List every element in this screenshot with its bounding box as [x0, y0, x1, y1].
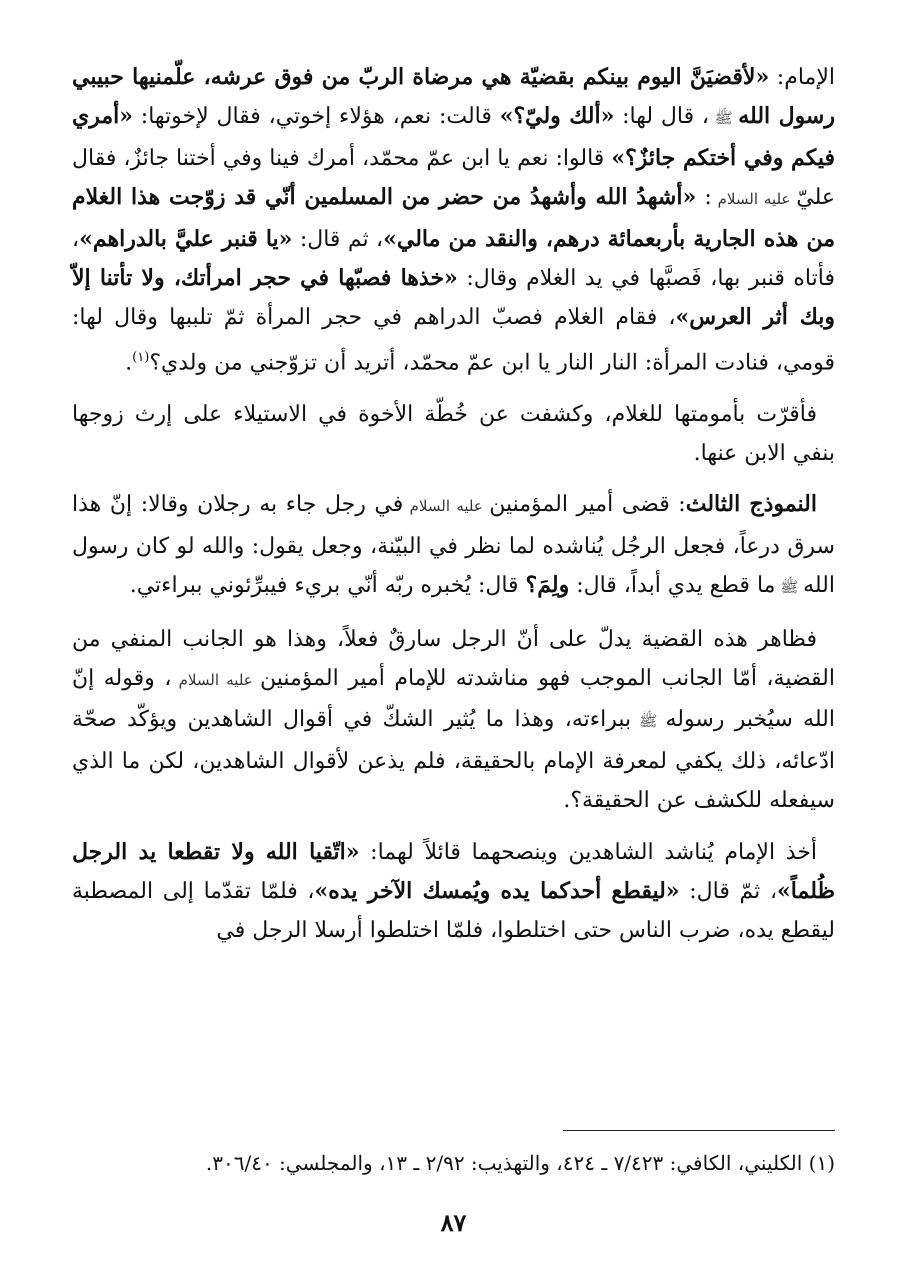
- footnote: (١) الكليني، الكافي: ٧/٤٢٣ ـ ٤٢٤، والتهذيب: ٢/٩٢ ـ ١٣، والمجلسي: ٣٠٦/٤٠.: [205, 1151, 835, 1175]
- text-run: :: [696, 185, 712, 211]
- text-run: ببراءته، وهذا ما يُثير الشكّ في أقوال الشاهدين ويؤكّد صحّة ادّعائه، ذلك يكفي لمعرفة الإمام بالحقيقة، فلم يذعن لأقوال الشاهدين، لكن ما الذي سيفعله للكشف عن الحقيقة؟.: [72, 707, 835, 814]
- main-text: [72, 58, 835, 963]
- page-number: ٨٧: [440, 1208, 467, 1237]
- paragraph: [72, 620, 835, 821]
- bold-quote: «لأقضيَنَّ اليوم بينكم بقضيّة هي مرضاة الربّ من فوق عرشه، علّمنيها حبيبي رسول الله: [72, 64, 835, 130]
- honorific-glyph: ﷺ: [775, 578, 804, 597]
- honorific-glyph: عليه السلام: [171, 671, 260, 690]
- paragraph: [72, 485, 835, 607]
- bold-quote: «يا قنبر عليَّ بالدراهم»: [79, 225, 293, 252]
- bold-quote: «أمري فيكم وفي أختكم جائزٌ؟»: [72, 103, 835, 171]
- text-run: أخذ الإمام يُناشد الشاهدين وينصحهما قائلاً لهما:: [359, 839, 817, 865]
- bold-quote: «أشهدُ الله وأشهدُ من حضر من المسلمين أنّي قد زوّجت هذا الغلام من هذه الجارية بأربعمائة درهم، والنقد من مالي»: [72, 184, 835, 252]
- paragraph: [72, 395, 835, 474]
- bold-quote: «ليقطع أحدكما يده ويُمسك الآخر يده»: [314, 878, 680, 905]
- text-run: : قضى أمير المؤمنين: [489, 492, 686, 518]
- footnote-divider: [563, 1130, 835, 1131]
- bold-quote: «خذها فصبّها في حجر امرأتك، ولا تأتنا إلاّ وبك أثر العرس»: [72, 265, 835, 331]
- text-run: ، وقوله إنّ الله سيُخبر رسوله: [72, 666, 835, 733]
- text-run: ، فقام الغلام فصبّ الدراهم في حجر المرأة ثمّ تلببها وقال لها: قومي، فنادت المرأة: النار النار يا ابن عمّ محمّد، أتريد أن تزوّجني من ولدي؟: [72, 305, 835, 376]
- bold-quote: ولِمَ؟: [525, 572, 570, 599]
- text-run: ، ثم قال:: [292, 226, 384, 252]
- bold-quote: النموذج الثالث: [685, 491, 817, 518]
- text-run: قالوا: نعم يا ابن عمّ محمّد، أمرك فينا وفي أختنا جائزٌ، فقال عليّ: [72, 145, 835, 211]
- honorific-glyph: ﷺ: [631, 712, 666, 731]
- honorific-glyph: عليه السلام: [711, 190, 797, 209]
- bold-quote: «اتّقيا الله ولا تقطعا يد الرجل ظُلماً»: [72, 838, 836, 905]
- honorific-glyph: عليه السلام: [403, 497, 490, 516]
- text-run: ما قطع يدي أبداً، قال:: [569, 573, 776, 599]
- text-run: قال: يُخبره ربّه أنّي بريء فيبرِّئوني ببراءتي.: [129, 573, 526, 599]
- text-run: الإمام:: [769, 65, 835, 90]
- footnote-ref: (١): [132, 349, 150, 365]
- text-run: في رجل جاء به رجلان وقالا: إنّ هذا سرق درعاً، فجعل الرجُل يُناشده لما نظر في البيّنة، وجعل يقول: والله لو كان رسول الله: [72, 492, 835, 599]
- text-run: ، فأتاه قنبر بها، فَصبَّها في يد الغلام وقال:: [72, 226, 835, 292]
- paragraph: [72, 833, 835, 951]
- text-run: قالت: نعم، هؤلاء إخوتي، فقال لإخوتها:: [133, 104, 500, 130]
- paragraph: [72, 58, 835, 383]
- text-run: ، فلمّا تقدّما إلى المصطبة ليقطع يده، ضرب الناس حتى اختلطوا، فلمّا اختلطوا أرسلا الرجل في: [72, 879, 835, 944]
- text-run: .: [125, 350, 133, 376]
- honorific-glyph: ﷺ: [708, 109, 739, 128]
- text-run: ، ثمّ قال:: [679, 879, 778, 905]
- text-run: ، قال لها:: [614, 104, 709, 130]
- text-run: فظاهر هذه القضية يدلّ على أنّ الرجل سارقٌ فعلاً، وهذا هو الجانب المنفي من القضية، أمّا الجانب الموجب فهو مناشدته للإمام أمير المؤمنين: [72, 626, 835, 692]
- text-run: فأقرّت بأمومتها للغلام، وكشفت عن خُطّة الأخوة في الاستيلاء على إرث زوجها بنفي الابن عنها.: [72, 401, 835, 466]
- bold-quote: «ألك وليّ؟»: [499, 103, 615, 130]
